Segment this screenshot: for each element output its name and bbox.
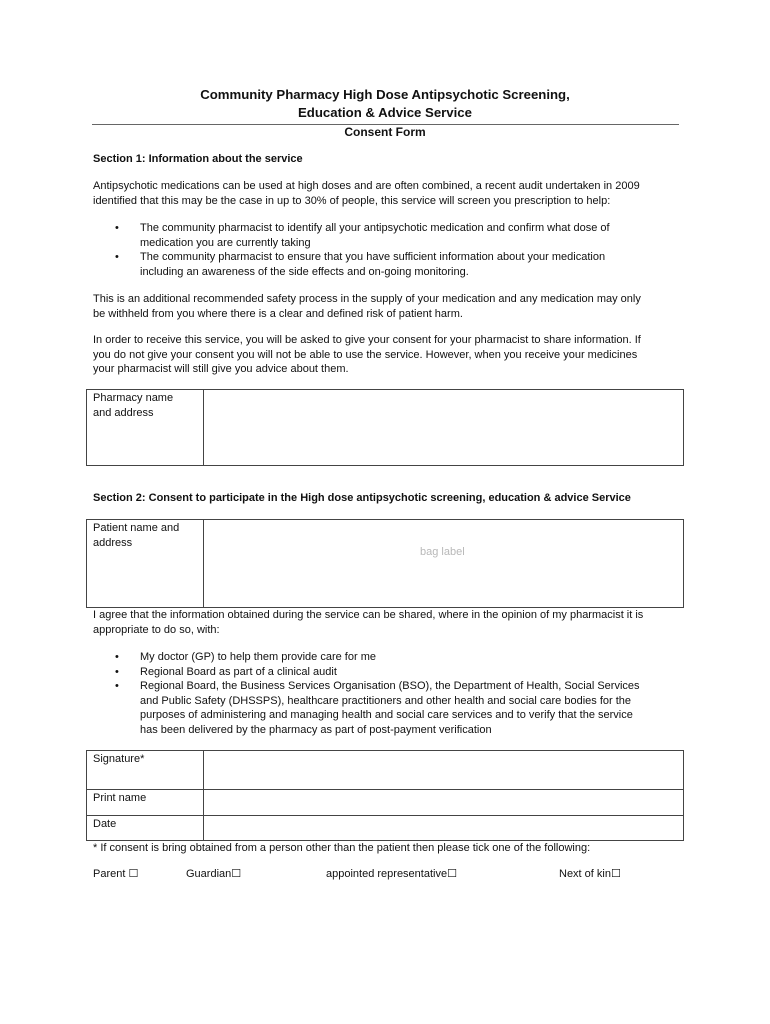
label-line: Pharmacy name xyxy=(93,392,174,404)
section2-bullet-list xyxy=(93,650,653,737)
pharmacy-details-box xyxy=(86,389,684,466)
guardian-checkbox[interactable]: Guardian☐ xyxy=(186,868,242,880)
paragraph-line: you do not give your consent you will not be able to use the service. However, when you receive your medicines xyxy=(93,348,638,361)
pharmacy-name-field[interactable] xyxy=(204,390,683,465)
section2-heading: Section 2: Consent to participate in the High dose antipsychotic screening, education & advice Service xyxy=(93,492,631,504)
paragraph-line: your pharmacist will still give you advice about them. xyxy=(93,363,349,375)
consent-footnote: * If consent is bring obtained from a person other than the patient then please tick one of the following: xyxy=(93,842,591,854)
list-item-text: and Public Safety (DHSSPS), healthcare practitioners and other health and social care bodies for the xyxy=(140,694,631,707)
print-name-field[interactable] xyxy=(204,790,683,815)
signature-label: Signature* xyxy=(93,753,145,765)
list-item-text: • Regional Board, the Business Services Organisation (BSO), the Department of Health, Social Services xyxy=(140,680,640,692)
paragraph-line: be withheld from you where there is a clear and defined risk of patient harm. xyxy=(93,307,463,320)
form-title-line1: Community Pharmacy High Dose Antipsychotic Screening, xyxy=(200,87,570,102)
list-item xyxy=(93,221,653,250)
agreement-paragraph xyxy=(93,608,683,637)
intro-line: Antipsychotic medications can be used at high doses and are often combined, a recent audit undertaken in 2009 xyxy=(93,180,640,192)
label-line: address xyxy=(93,536,133,549)
section1-bullet-list xyxy=(93,221,653,279)
list-item-text: including an awareness of the side effects and on-going monitoring. xyxy=(140,265,469,278)
signature-box xyxy=(86,750,684,841)
section1-intro xyxy=(93,179,683,208)
label-line: Patient name and xyxy=(93,522,180,534)
list-item xyxy=(93,650,653,665)
form-subtitle: Consent Form xyxy=(344,125,426,139)
bag-label-placeholder: bag label xyxy=(420,546,465,558)
list-item-text: • Regional Board as part of a clinical audit xyxy=(140,665,337,678)
section1-safety-paragraph xyxy=(93,292,683,321)
label-line: and address xyxy=(93,406,154,419)
list-item xyxy=(93,679,653,737)
list-item-text: purposes of administering and managing health and social care services and to verify that the service xyxy=(140,709,633,721)
list-item xyxy=(93,250,653,279)
patient-name-field[interactable] xyxy=(204,520,683,607)
next-of-kin-checkbox[interactable]: Next of kin☐ xyxy=(559,868,621,880)
date-label: Date xyxy=(93,818,117,830)
list-item-text: • The community pharmacist to ensure that you have sufficient information about your medication xyxy=(140,251,606,263)
list-item-text: • The community pharmacist to identify all your antipsychotic medication and confirm what dose of xyxy=(140,222,610,234)
list-item-text: medication you are currently taking xyxy=(140,236,311,249)
print-name-label: Print name xyxy=(93,792,147,804)
list-item-text: • My doctor (GP) to help them provide care for me xyxy=(140,651,376,663)
pharmacy-name-label xyxy=(93,391,199,420)
form-title-line2: Education & Advice Service xyxy=(298,105,472,120)
list-item-text: has been delivered by the pharmacy as part of post-payment verification xyxy=(140,723,492,736)
intro-line: identified that this may be the case in up to 30% of people, this service will screen you prescription to help: xyxy=(93,194,611,207)
section1-consent-paragraph xyxy=(93,333,683,377)
paragraph-line: In order to receive this service, you will be asked to give your consent for your pharmacist to share information. If xyxy=(93,334,641,346)
parent-checkbox[interactable]: Parent ☐ xyxy=(93,868,139,880)
patient-details-box xyxy=(86,519,684,608)
date-field[interactable] xyxy=(204,816,683,840)
paragraph-line: appropriate to do so, with: xyxy=(93,623,220,636)
signature-field[interactable] xyxy=(204,751,683,789)
patient-name-label xyxy=(93,521,199,550)
appointed-representative-checkbox[interactable]: appointed representative☐ xyxy=(326,868,457,880)
paragraph-line: This is an additional recommended safety process in the supply of your medication and any medication may only xyxy=(93,293,641,305)
list-item xyxy=(93,665,653,680)
paragraph-line: I agree that the information obtained during the service can be shared, where in the opinion of my pharmacist it is xyxy=(93,609,644,621)
section1-heading: Section 1: Information about the service xyxy=(93,153,303,165)
